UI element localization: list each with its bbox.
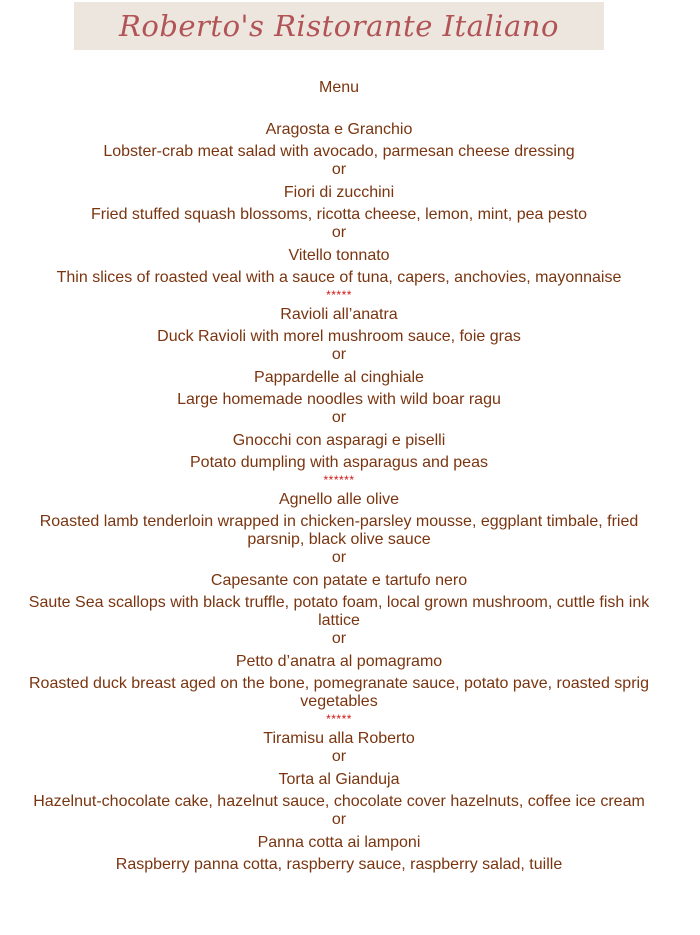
course-separator: ***** — [326, 712, 352, 726]
dish-name: Capesante con patate e tartufo nero — [210, 572, 468, 589]
dish-name: Tiramisu alla Roberto — [263, 730, 415, 747]
menu-title: Menu — [318, 79, 360, 96]
or-divider: or — [331, 748, 347, 765]
dish-name: Vitello tonnato — [288, 247, 390, 264]
dish-description: Roasted lamb tenderloin wrapped in chicken-parsley mousse, eggplant timbale, fried parsnip, black olive sauce — [39, 513, 639, 548]
dish-description: Duck Ravioli with morel mushroom sauce, foie gras — [157, 328, 521, 345]
course-primi — [10, 306, 668, 486]
course-separator: ****** — [323, 473, 355, 487]
or-divider: or — [331, 630, 347, 647]
course-separator: ***** — [326, 288, 352, 302]
or-divider: or — [331, 409, 347, 426]
course-antipasti — [10, 121, 668, 301]
dish-name: Pappardelle al cinghiale — [254, 369, 424, 386]
dish-description: Thin slices of roasted veal with a sauce of tuna, capers, anchovies, mayonnaise — [56, 269, 622, 286]
dish-name: Gnocchi con asparagi e piselli — [232, 432, 446, 449]
course-dolci — [10, 730, 668, 874]
restaurant-name: Roberto's Ristorante Italiano — [119, 9, 559, 43]
course-secondi — [10, 491, 668, 725]
dish-description: Roasted duck breast aged on the bone, pomegranate sauce, potato pave, roasted sprig vegetables — [29, 675, 649, 710]
dish-description: Fried stuffed squash blossoms, ricotta cheese, lemon, mint, pea pesto — [91, 206, 587, 223]
restaurant-banner — [74, 2, 604, 50]
or-divider: or — [331, 811, 347, 828]
dish-name: Aragosta e Granchio — [265, 121, 413, 138]
dish-name: Fiori di zucchini — [283, 184, 395, 201]
dish-description: Potato dumpling with asparagus and peas — [190, 454, 488, 471]
dish-description: Raspberry panna cotta, raspberry sauce, raspberry salad, tuille — [115, 856, 563, 873]
or-divider: or — [331, 224, 347, 241]
or-divider: or — [331, 549, 347, 566]
dish-description: Lobster-crab meat salad with avocado, parmesan cheese dressing — [103, 143, 575, 160]
or-divider: or — [331, 161, 347, 178]
menu-body — [10, 121, 668, 874]
dish-name: Ravioli all’anatra — [280, 306, 398, 323]
dish-description: Large homemade noodles with wild boar ragu — [177, 391, 501, 408]
dish-description: Hazelnut-chocolate cake, hazelnut sauce, chocolate cover hazelnuts, coffee ice cream — [33, 793, 645, 810]
dish-name: Petto d’anatra al pomagramo — [235, 653, 443, 670]
dish-name: Torta al Gianduja — [278, 771, 400, 788]
dish-name: Agnello alle olive — [278, 491, 400, 508]
or-divider: or — [331, 346, 347, 363]
dish-description: Saute Sea scallops with black truffle, potato foam, local grown mushroom, cuttle fish ink lattice — [28, 594, 650, 629]
dish-name: Panna cotta ai lamponi — [257, 834, 421, 851]
